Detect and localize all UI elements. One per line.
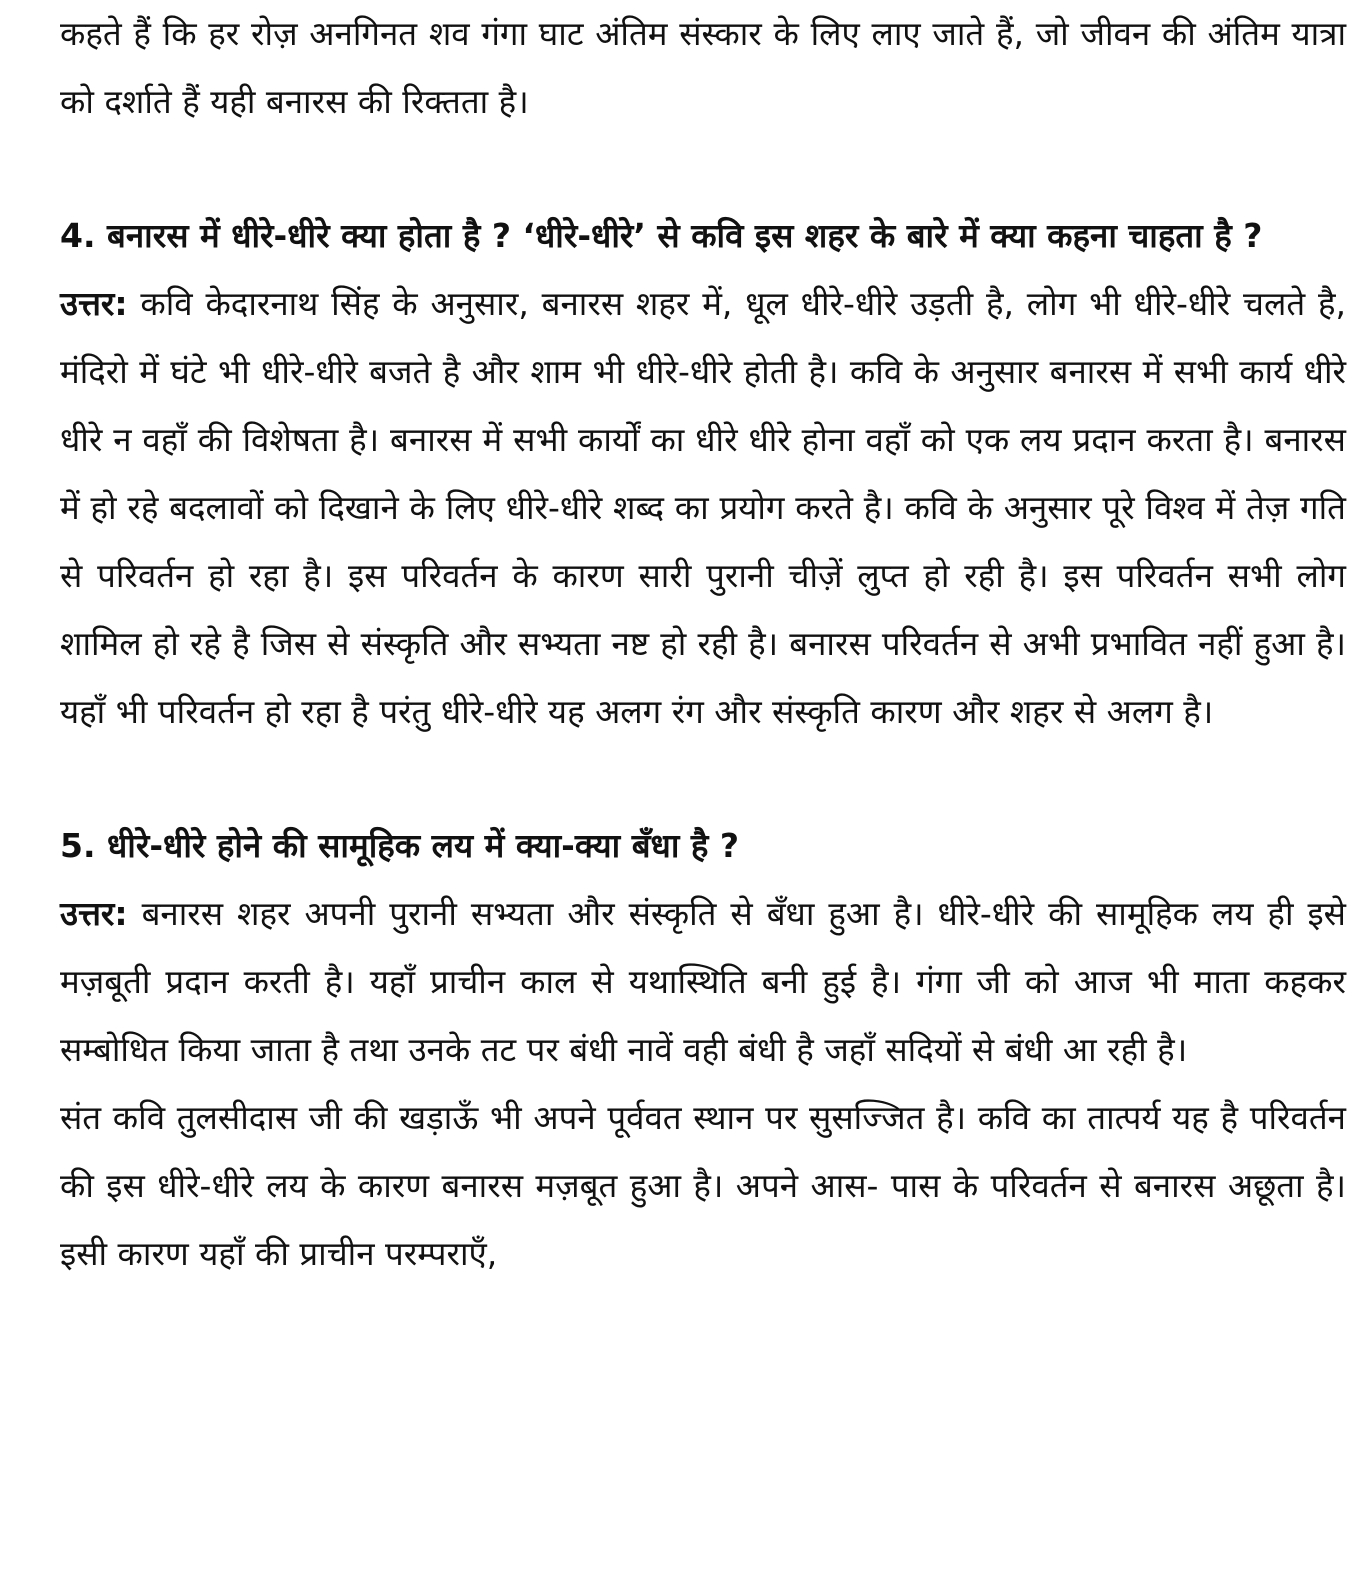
answer-paragraph-continued: संत कवि तुलसीदास जी की खड़ाऊँ भी अपने पूर्ववत स्थान पर सुसज्जित है। कवि का तात्पर्य यह है परिवर्तन की इस धीरे-धीरे लय के कारण बनारस मज़बूत हुआ है। अपने आस- पास के परिवर्तन से बनारस अछूता है। इसी कारण यहाँ की प्राचीन परम्पराएँ, — [60, 1098, 1346, 1273]
question-block-4 — [60, 202, 1346, 746]
answer-paragraph — [60, 880, 1346, 1084]
question-heading: 4. बनारस में धीरे-धीरे क्या होता है ? ‘धीरे-धीरे’ से कवि इस शहर के बारे में क्या कहना चाहता है ? — [60, 216, 1263, 255]
question-block-5 — [60, 812, 1346, 1288]
intro-paragraph: कहते हैं कि हर रोज़ अनगिनत शव गंगा घाट अंतिम संस्कार के लिए लाए जाते हैं, जो जीवन की अंतिम यात्रा को दर्शाते हैं यही बनारस की रिक्तता है। — [60, 14, 1346, 121]
section-gap — [60, 746, 1346, 812]
answer-text: बनारस शहर अपनी पुरानी सभ्यता और संस्कृति से बँधा हुआ है। धीरे-धीरे की सामूहिक लय ही इसे मज़बूती प्रदान करती है। यहाँ प्राचीन काल से यथास्थिति बनी हुई है। गंगा जी को आज भी माता कहकर सम्बोधित किया जाता है तथा उनके तट पर बंधी नावें वही बंधी है जहाँ सदियों से बंधी आ रही है। — [60, 894, 1346, 1069]
answer-paragraph — [60, 270, 1346, 746]
section-gap — [60, 136, 1346, 202]
answer-text: कवि केदारनाथ सिंह के अनुसार, बनारस शहर में, धूल धीरे-धीरे उड़ती है, लोग भी धीरे-धीरे चलते है, मंदिरो में घंटे भी धीरे-धीरे बजते है और शाम भी धीरे-धीरे होती है। कवि के अनुसार बनारस में सभी कार्य धीरे धीरे न वहाँ की विशेषता है। बनारस में सभी कार्यों का धीरे धीरे होना वहाँ को एक लय प्रदान करता है। बनारस में हो रहे बदलावों को दिखाने के लिए धीरे-धीरे शब्द का प्रयोग करते है। कवि के अनुसार पूरे विश्व में तेज़ गति से परिवर्तन हो रहा है। इस परिवर्तन के कारण सारी पुरानी चीज़ें लुप्त हो रही है। इस परिवर्तन सभी लोग शामिल हो रहे है जिस से संस्कृति और सभ्यता नष्ट हो रही है। बनारस परिवर्तन से अभी प्रभावित नहीं हुआ है। यहाँ भी परिवर्तन हो रहा है परंतु धीरे-धीरे यह अलग रंग और संस्कृति कारण और शहर से अलग है। — [60, 284, 1346, 731]
question-heading: 5. धीरे-धीरे होने की सामूहिक लय में क्या-क्या बँधा है ? — [60, 826, 740, 865]
document-page — [60, 0, 1346, 1288]
answer-label: उत्तर: — [60, 284, 128, 323]
answer-label: उत्तर: — [60, 894, 128, 933]
